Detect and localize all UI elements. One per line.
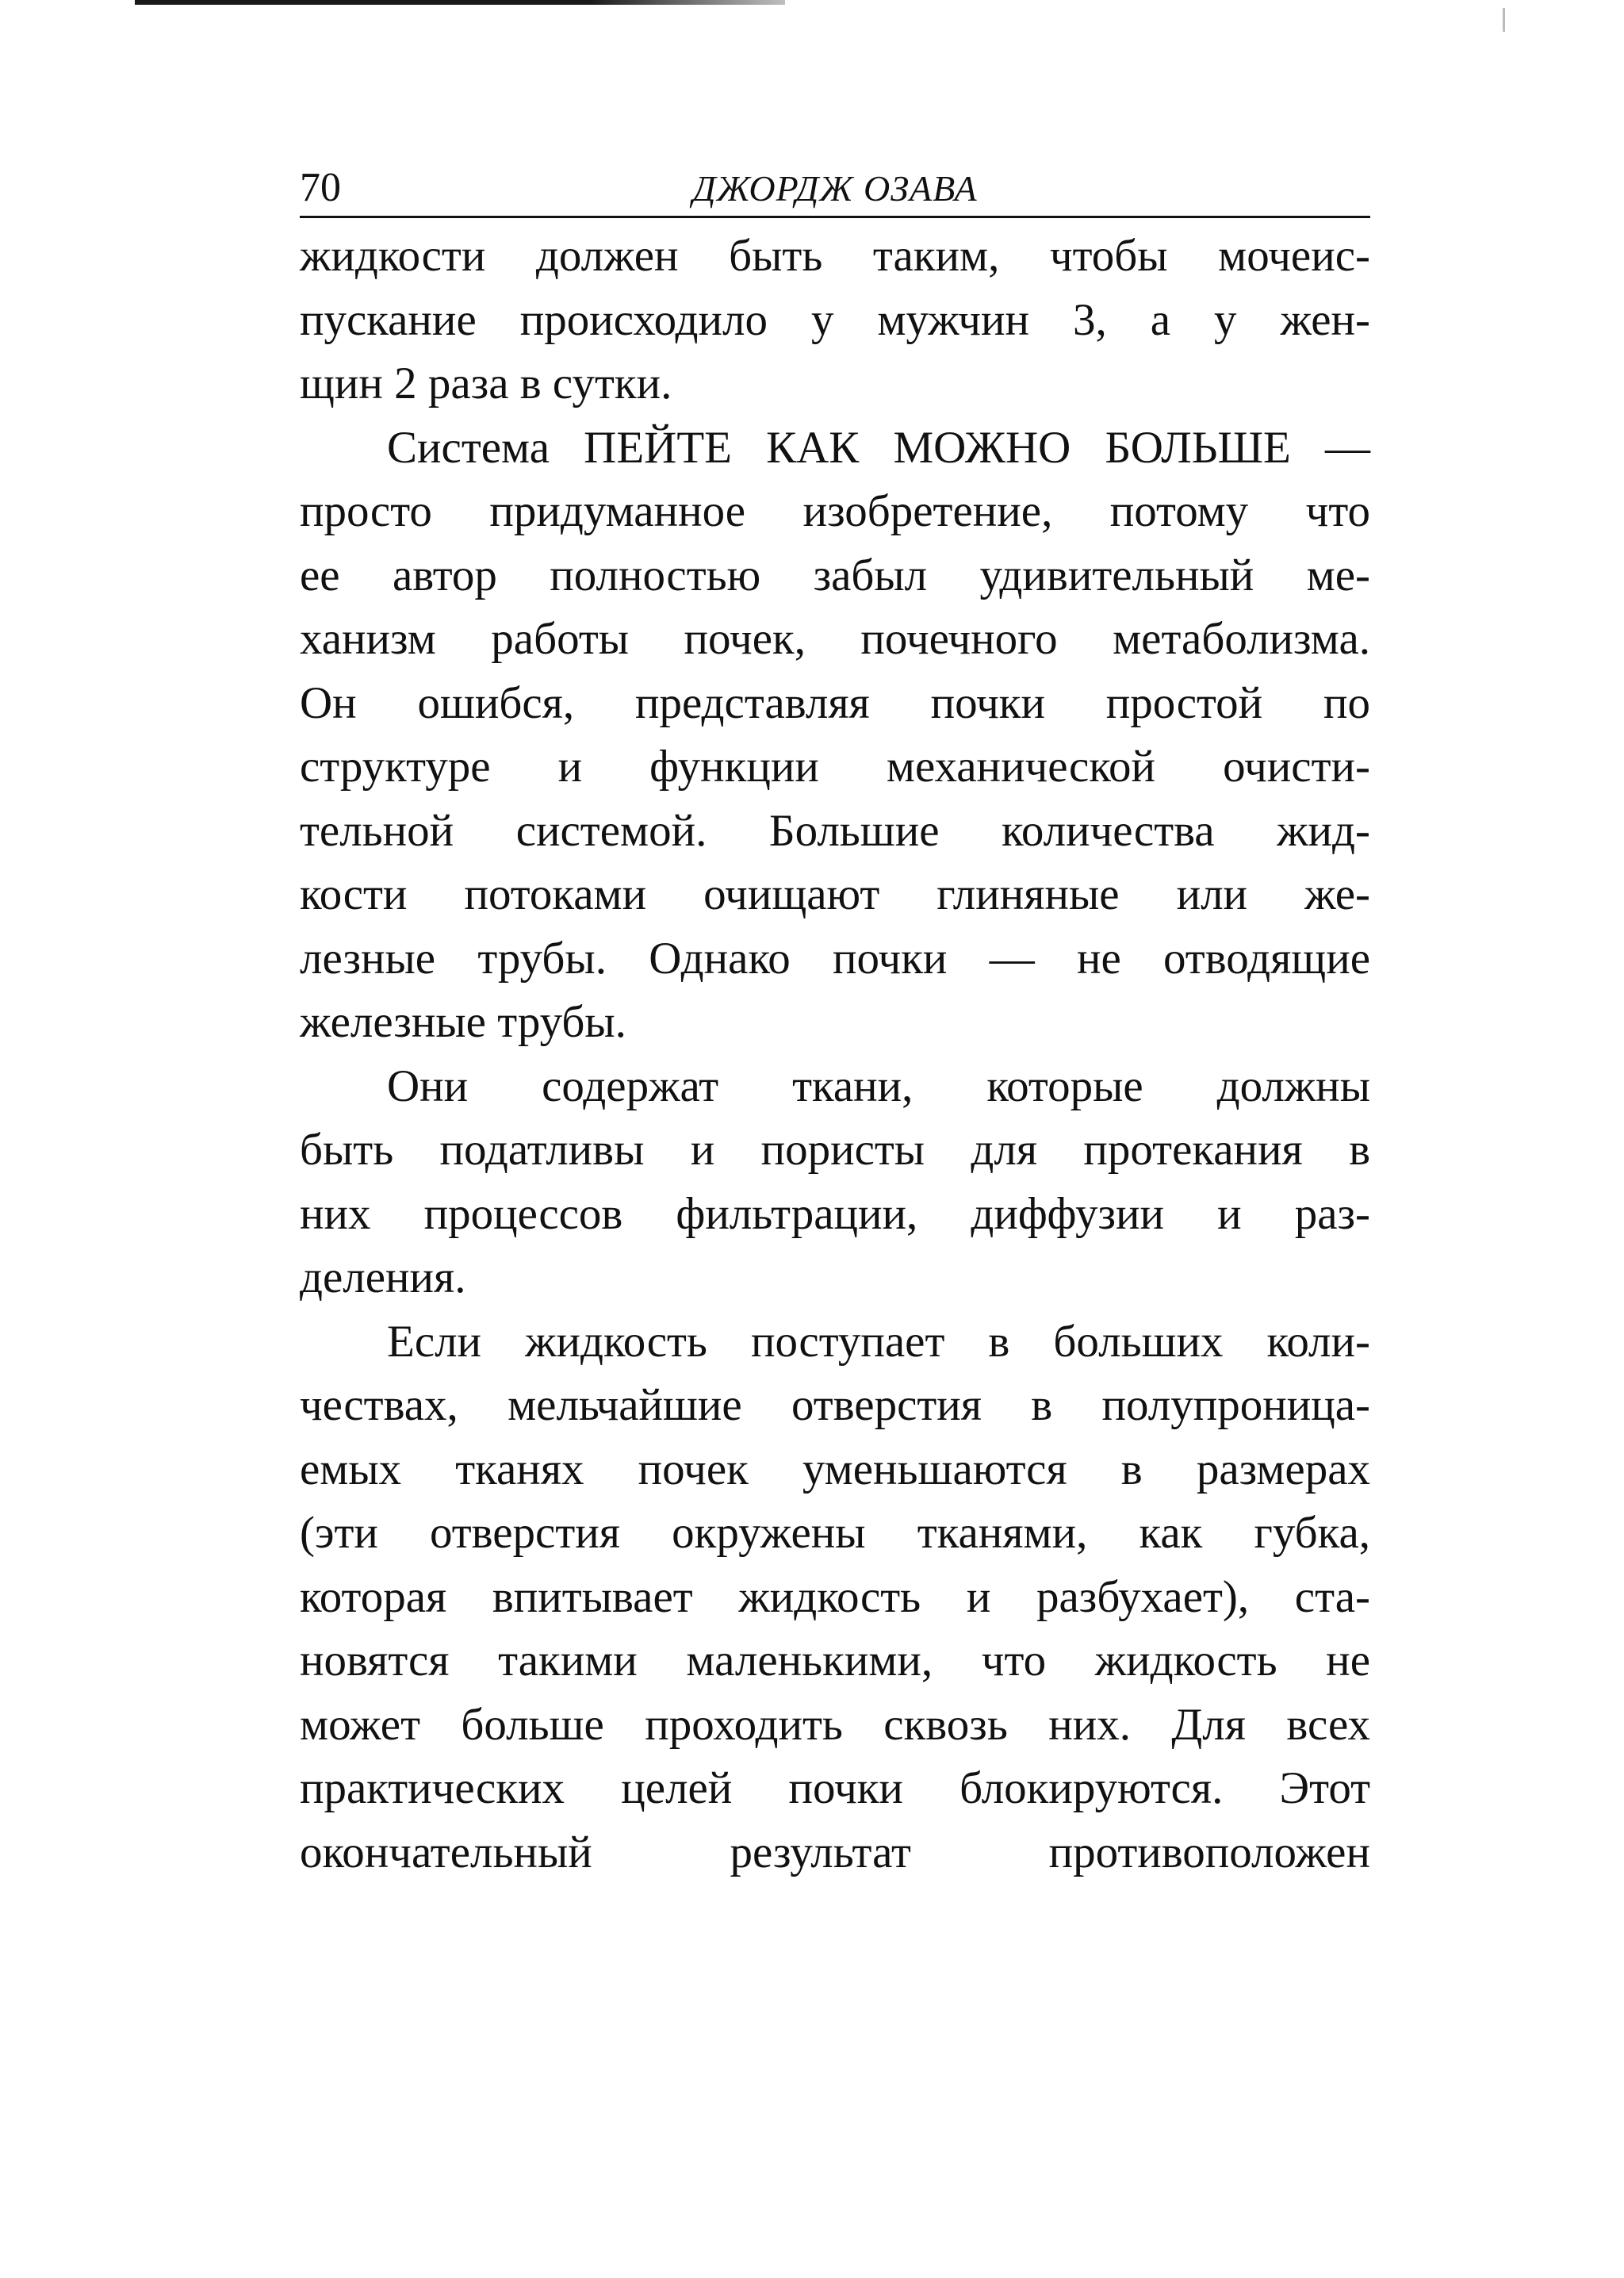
- text-line: которая впитывает жидкость и разбухает), ста-: [300, 1571, 1370, 1622]
- text-line: чествах, мельчайшие отверстия в полупроница-: [300, 1380, 1370, 1430]
- text-line: Если жидкость поступает в больших коли-: [387, 1316, 1370, 1367]
- paragraph-3: [300, 1055, 1370, 1310]
- text-line: них процессов фильтрации, диффузии и раз-: [300, 1188, 1370, 1239]
- text-line: Он ошибся, представляя почки простой по: [300, 677, 1370, 728]
- text-line: железные трубы.: [300, 997, 626, 1047]
- scan-top-edge: [135, 0, 785, 5]
- text-line: ее автор полностью забыл удивительный ме-: [300, 550, 1370, 600]
- scan-artifact-mark: [1503, 8, 1505, 32]
- running-header: [300, 159, 1370, 218]
- text-line: лезные трубы. Однако почки — не отводящие: [300, 933, 1370, 984]
- text-line: быть податливы и пористы для протекания в: [300, 1125, 1370, 1175]
- paragraph-4: [300, 1310, 1370, 1885]
- text-line: кости потоками очищают глиняные или же-: [300, 869, 1370, 919]
- text-line: ханизм работы почек, почечного метаболизма.: [300, 614, 1370, 664]
- text-line: Они содержат ткани, которые должны: [387, 1060, 1370, 1111]
- text-line: пускание происходило у мужчин 3, а у жен-: [300, 294, 1370, 345]
- text-line: новятся такими маленькими, что жидкость не: [300, 1636, 1370, 1685]
- running-title: ДЖОРДЖ ОЗАВА: [692, 168, 978, 209]
- text-line: практических целей почки блокируются. Этот: [300, 1763, 1370, 1813]
- body-text: [300, 224, 1370, 1885]
- text-line: щин 2 раза в сутки.: [300, 359, 672, 408]
- book-page: [300, 159, 1370, 1885]
- text-line: (эти отверстия окружены тканями, как губка,: [300, 1508, 1370, 1558]
- text-line: просто придуманное изобретение, потому что: [300, 486, 1370, 536]
- text-line: емых тканях почек уменьшаются в размерах: [300, 1444, 1370, 1494]
- paragraph-1: [300, 224, 1370, 416]
- text-line: может больше проходить сквозь них. Для всех: [300, 1699, 1370, 1750]
- text-line: окончательный результат противоположен: [300, 1827, 1370, 1877]
- page-number: 70: [300, 165, 341, 210]
- text-line: жидкости должен быть таким, чтобы мочеис-: [300, 231, 1370, 281]
- text-line: Система ПЕЙТЕ КАК МОЖНО БОЛЬШЕ —: [387, 422, 1370, 473]
- paragraph-2: [300, 416, 1370, 1055]
- text-line: структуре и функции механической очисти-: [300, 742, 1370, 792]
- text-line: тельной системой. Большие количества жид-: [300, 805, 1370, 856]
- text-line: деления.: [300, 1252, 466, 1302]
